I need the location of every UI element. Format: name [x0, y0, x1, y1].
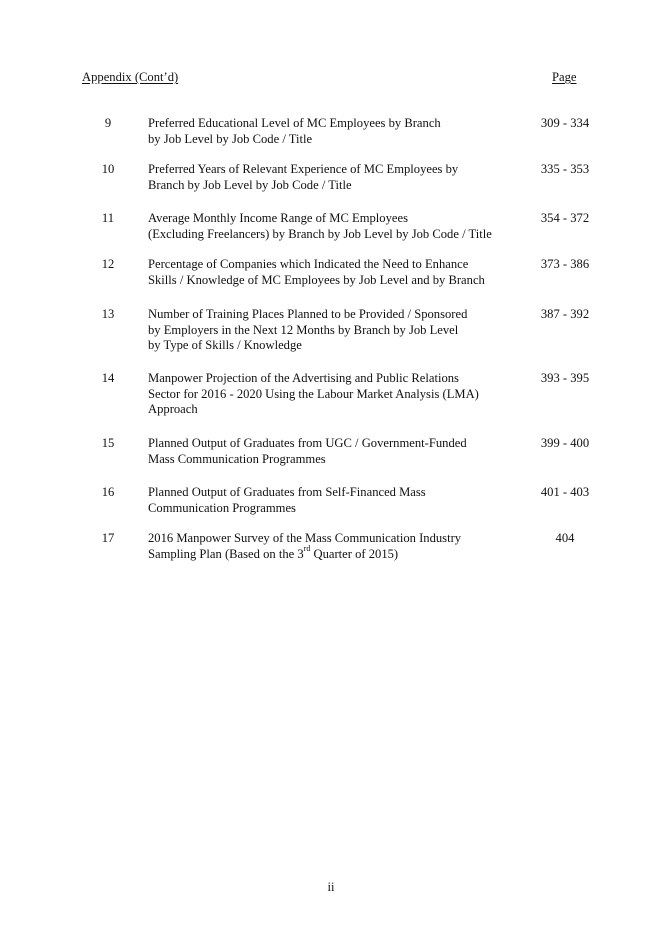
ordinal-suffix: rd	[303, 544, 311, 554]
entry-title-line: Planned Output of Graduates from Self-Financed Mass	[148, 485, 426, 499]
entry-number: 14	[101, 371, 115, 385]
entry-pages: 404	[555, 531, 575, 545]
entry-title	[148, 485, 523, 516]
entry-title-line: Skills / Knowledge of MC Employees by Job Level and by Branch	[148, 272, 485, 287]
entry-pages: 393 - 395	[540, 371, 590, 385]
entry-number: 10	[101, 162, 115, 176]
entry-title-line: by Type of Skills / Knowledge	[148, 338, 302, 352]
entry-title-line: Mass Communication Programmes	[148, 451, 326, 466]
entry-pages: 401 - 403	[540, 485, 590, 499]
entry-number: 9	[104, 116, 112, 130]
entry-title-text: Quarter of 2015)	[310, 546, 399, 561]
entry-title	[148, 307, 523, 354]
entry-number: 11	[101, 211, 115, 225]
entry-title	[148, 211, 523, 242]
entry-title	[148, 162, 523, 193]
entry-number: 16	[101, 485, 115, 499]
entry-title-line: Planned Output of Graduates from UGC / Government-Funded	[148, 436, 467, 450]
entry-title-line: by Employers in the Next 12 Months by Branch by Job Level	[148, 322, 459, 337]
entry-pages: 387 - 392	[540, 307, 590, 321]
entry-title-line: Communication Programmes	[148, 500, 296, 515]
page-column-heading: Page	[552, 70, 577, 84]
entry-title-line: Percentage of Companies which Indicated the Need to Enhance	[148, 257, 469, 271]
entry-title-line: Approach	[148, 402, 198, 416]
entry-pages: 335 - 353	[540, 162, 590, 176]
entry-number: 17	[101, 531, 115, 545]
entry-title-line: Sector for 2016 - 2020 Using the Labour Market Analysis (LMA)	[148, 386, 479, 401]
entry-title	[148, 436, 523, 467]
entry-number: 15	[101, 436, 115, 450]
entry-title-line: Preferred Educational Level of MC Employees by Branch	[148, 116, 441, 130]
entry-title-line: (Excluding Freelancers) by Branch by Job Level by Job Code / Title	[148, 226, 492, 241]
entry-title-line: Branch by Job Level by Job Code / Title	[148, 177, 352, 192]
appendix-heading: Appendix (Cont’d)	[82, 70, 179, 84]
entry-title-line: Manpower Projection of the Advertising and Public Relations	[148, 371, 459, 385]
entry-title-line	[148, 544, 523, 563]
entry-pages: 373 - 386	[540, 257, 590, 271]
entry-title-line: 2016 Manpower Survey of the Mass Communication Industry	[148, 531, 462, 545]
entry-title-line: Average Monthly Income Range of MC Employees	[148, 211, 408, 225]
entry-pages: 309 - 334	[540, 116, 590, 130]
entry-title-line: by Job Level by Job Code / Title	[148, 131, 313, 146]
entry-pages: 399 - 400	[540, 436, 590, 450]
entry-title	[148, 116, 523, 147]
entry-title	[148, 257, 523, 288]
entry-title	[148, 531, 523, 562]
entry-pages: 354 - 372	[540, 211, 590, 225]
entry-title-line: Number of Training Places Planned to be Provided / Sponsored	[148, 307, 468, 321]
entry-title-line: Preferred Years of Relevant Experience of MC Employees by	[148, 162, 459, 176]
entry-title	[148, 371, 523, 418]
entry-number: 12	[101, 257, 115, 271]
entry-number: 13	[101, 307, 115, 321]
page-number: ii	[327, 880, 335, 894]
entry-title-text: Sampling Plan (Based on the 3	[148, 546, 304, 561]
